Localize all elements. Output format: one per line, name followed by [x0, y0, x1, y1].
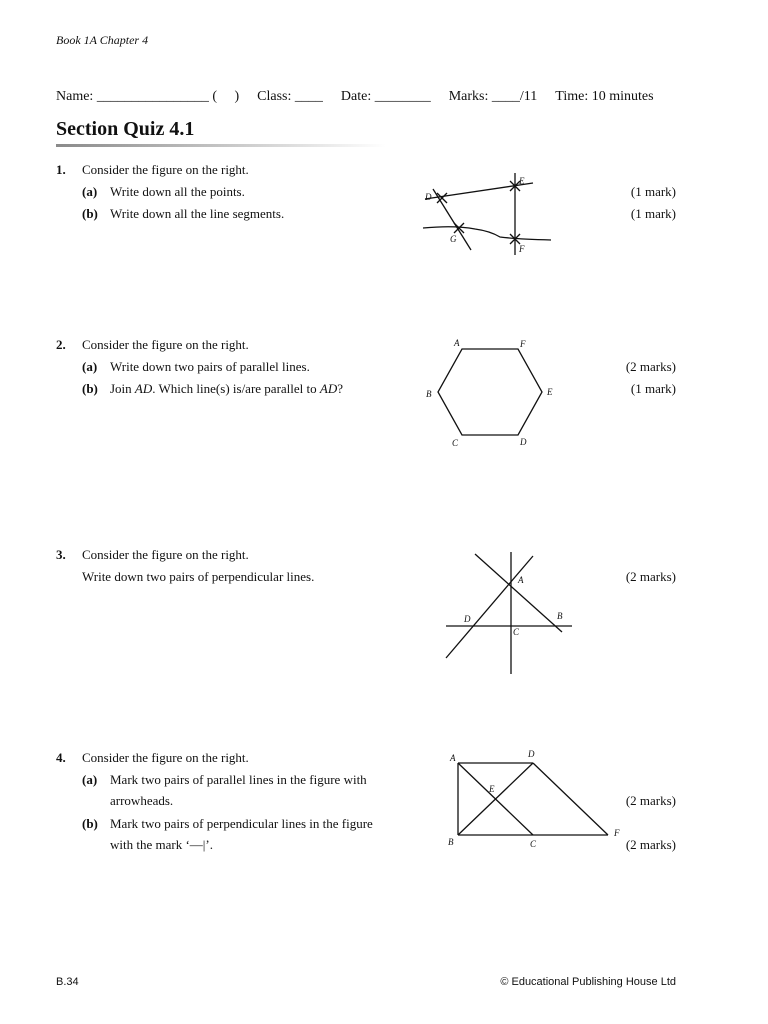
curve-gf [423, 227, 551, 240]
question-1b-label: (b) [82, 206, 98, 221]
question-3-stem: Consider the figure on the right. [82, 547, 249, 562]
vertex-label-f: F [520, 339, 526, 349]
question-3-number: 3. [56, 547, 66, 562]
point-label-d: D [528, 749, 535, 759]
vertex-label-b: B [426, 389, 432, 399]
class-field: Class: ____ [257, 89, 323, 104]
question-4a-label: (a) [82, 772, 98, 787]
question-3-line2: Write down two pairs of perpendicular lines. [82, 569, 315, 584]
question-2a-text: Write down two pairs of parallel lines. [110, 359, 310, 374]
question-1-number: 1. [56, 162, 66, 177]
point-label-b: B [557, 611, 563, 621]
page-number: B.34 [56, 976, 79, 988]
point-label-f: F [519, 244, 525, 254]
question-4-figure [440, 748, 630, 853]
question-3-figure [440, 548, 580, 678]
question-4a-text2: arrowheads. [110, 793, 174, 808]
question-4b-text2: with the mark ‘—|’. [110, 837, 213, 852]
point-label-e: E [519, 176, 525, 186]
vertex-label-d: D [520, 437, 527, 447]
question-2-number: 2. [56, 337, 66, 352]
date-field: Date: ________ [340, 89, 431, 104]
question-2a-marks: (2 marks) [625, 359, 676, 374]
copyright-notice: © Educational Publishing House Ltd [500, 976, 676, 988]
question-2b-var2: AD [319, 381, 338, 396]
vertex-label-e: E [547, 387, 553, 397]
question-1-figure [415, 165, 560, 260]
question-2b-marks: (1 mark) [630, 381, 676, 396]
point-label-a: A [450, 753, 456, 763]
section-title: Section Quiz 4.1 [56, 118, 195, 140]
vertex-label-a: A [454, 338, 460, 348]
question-2b-text-post: ? [337, 381, 344, 396]
point-label-g: G [450, 234, 457, 244]
segment-df [533, 763, 608, 835]
point-label-b: B [448, 837, 454, 847]
question-1a-label: (a) [82, 184, 98, 199]
time-field: Time: 10 minutes [555, 89, 654, 104]
question-2b-text [110, 381, 343, 397]
hexagon-abcdef [438, 349, 542, 435]
question-2b-label: (b) [82, 381, 98, 396]
question-1b-text: Write down all the line segments. [110, 206, 285, 221]
chapter-header: Book 1A Chapter 4 [56, 33, 149, 47]
point-label-a: A [518, 575, 524, 585]
point-label-e: E [489, 784, 495, 794]
question-3-marks: (2 marks) [625, 569, 676, 584]
question-4a-marks: (2 marks) [625, 793, 676, 808]
question-4b-label: (b) [82, 816, 98, 831]
point-label-f: F [614, 828, 620, 838]
vertex-label-c: C [452, 438, 459, 448]
name-field: Name: ________________ ( ) [56, 89, 240, 104]
question-4b-marks: (2 marks) [625, 837, 676, 852]
question-4-number: 4. [56, 750, 66, 765]
point-label-c: C [513, 627, 520, 637]
question-1a-marks: (1 mark) [630, 184, 676, 199]
question-2-figure [420, 335, 560, 453]
marks-field: Marks: ____/11 [448, 89, 538, 104]
question-2a-label: (a) [82, 359, 98, 374]
question-1-stem: Consider the figure on the right. [82, 162, 249, 177]
question-2b-var1: AD [134, 381, 153, 396]
point-label-d: D [464, 614, 471, 624]
question-1b-marks: (1 mark) [630, 206, 676, 221]
point-label-c: C [530, 839, 537, 849]
question-2-stem: Consider the figure on the right. [82, 337, 249, 352]
question-4-stem: Consider the figure on the right. [82, 750, 249, 765]
line-ab [475, 554, 562, 632]
question-1a-text: Write down all the points. [110, 184, 245, 199]
title-underline [56, 144, 386, 147]
student-info-row [56, 89, 672, 105]
question-4a-text: Mark two pairs of parallel lines in the figure with [110, 772, 367, 787]
line-ad [446, 556, 533, 658]
question-4b-text: Mark two pairs of perpendicular lines in the figure [110, 816, 373, 831]
point-label-d: D [425, 192, 432, 202]
question-2b-text-mid: . Which line(s) is/are parallel to [152, 381, 320, 396]
question-2b-text-pre: Join [110, 381, 135, 396]
